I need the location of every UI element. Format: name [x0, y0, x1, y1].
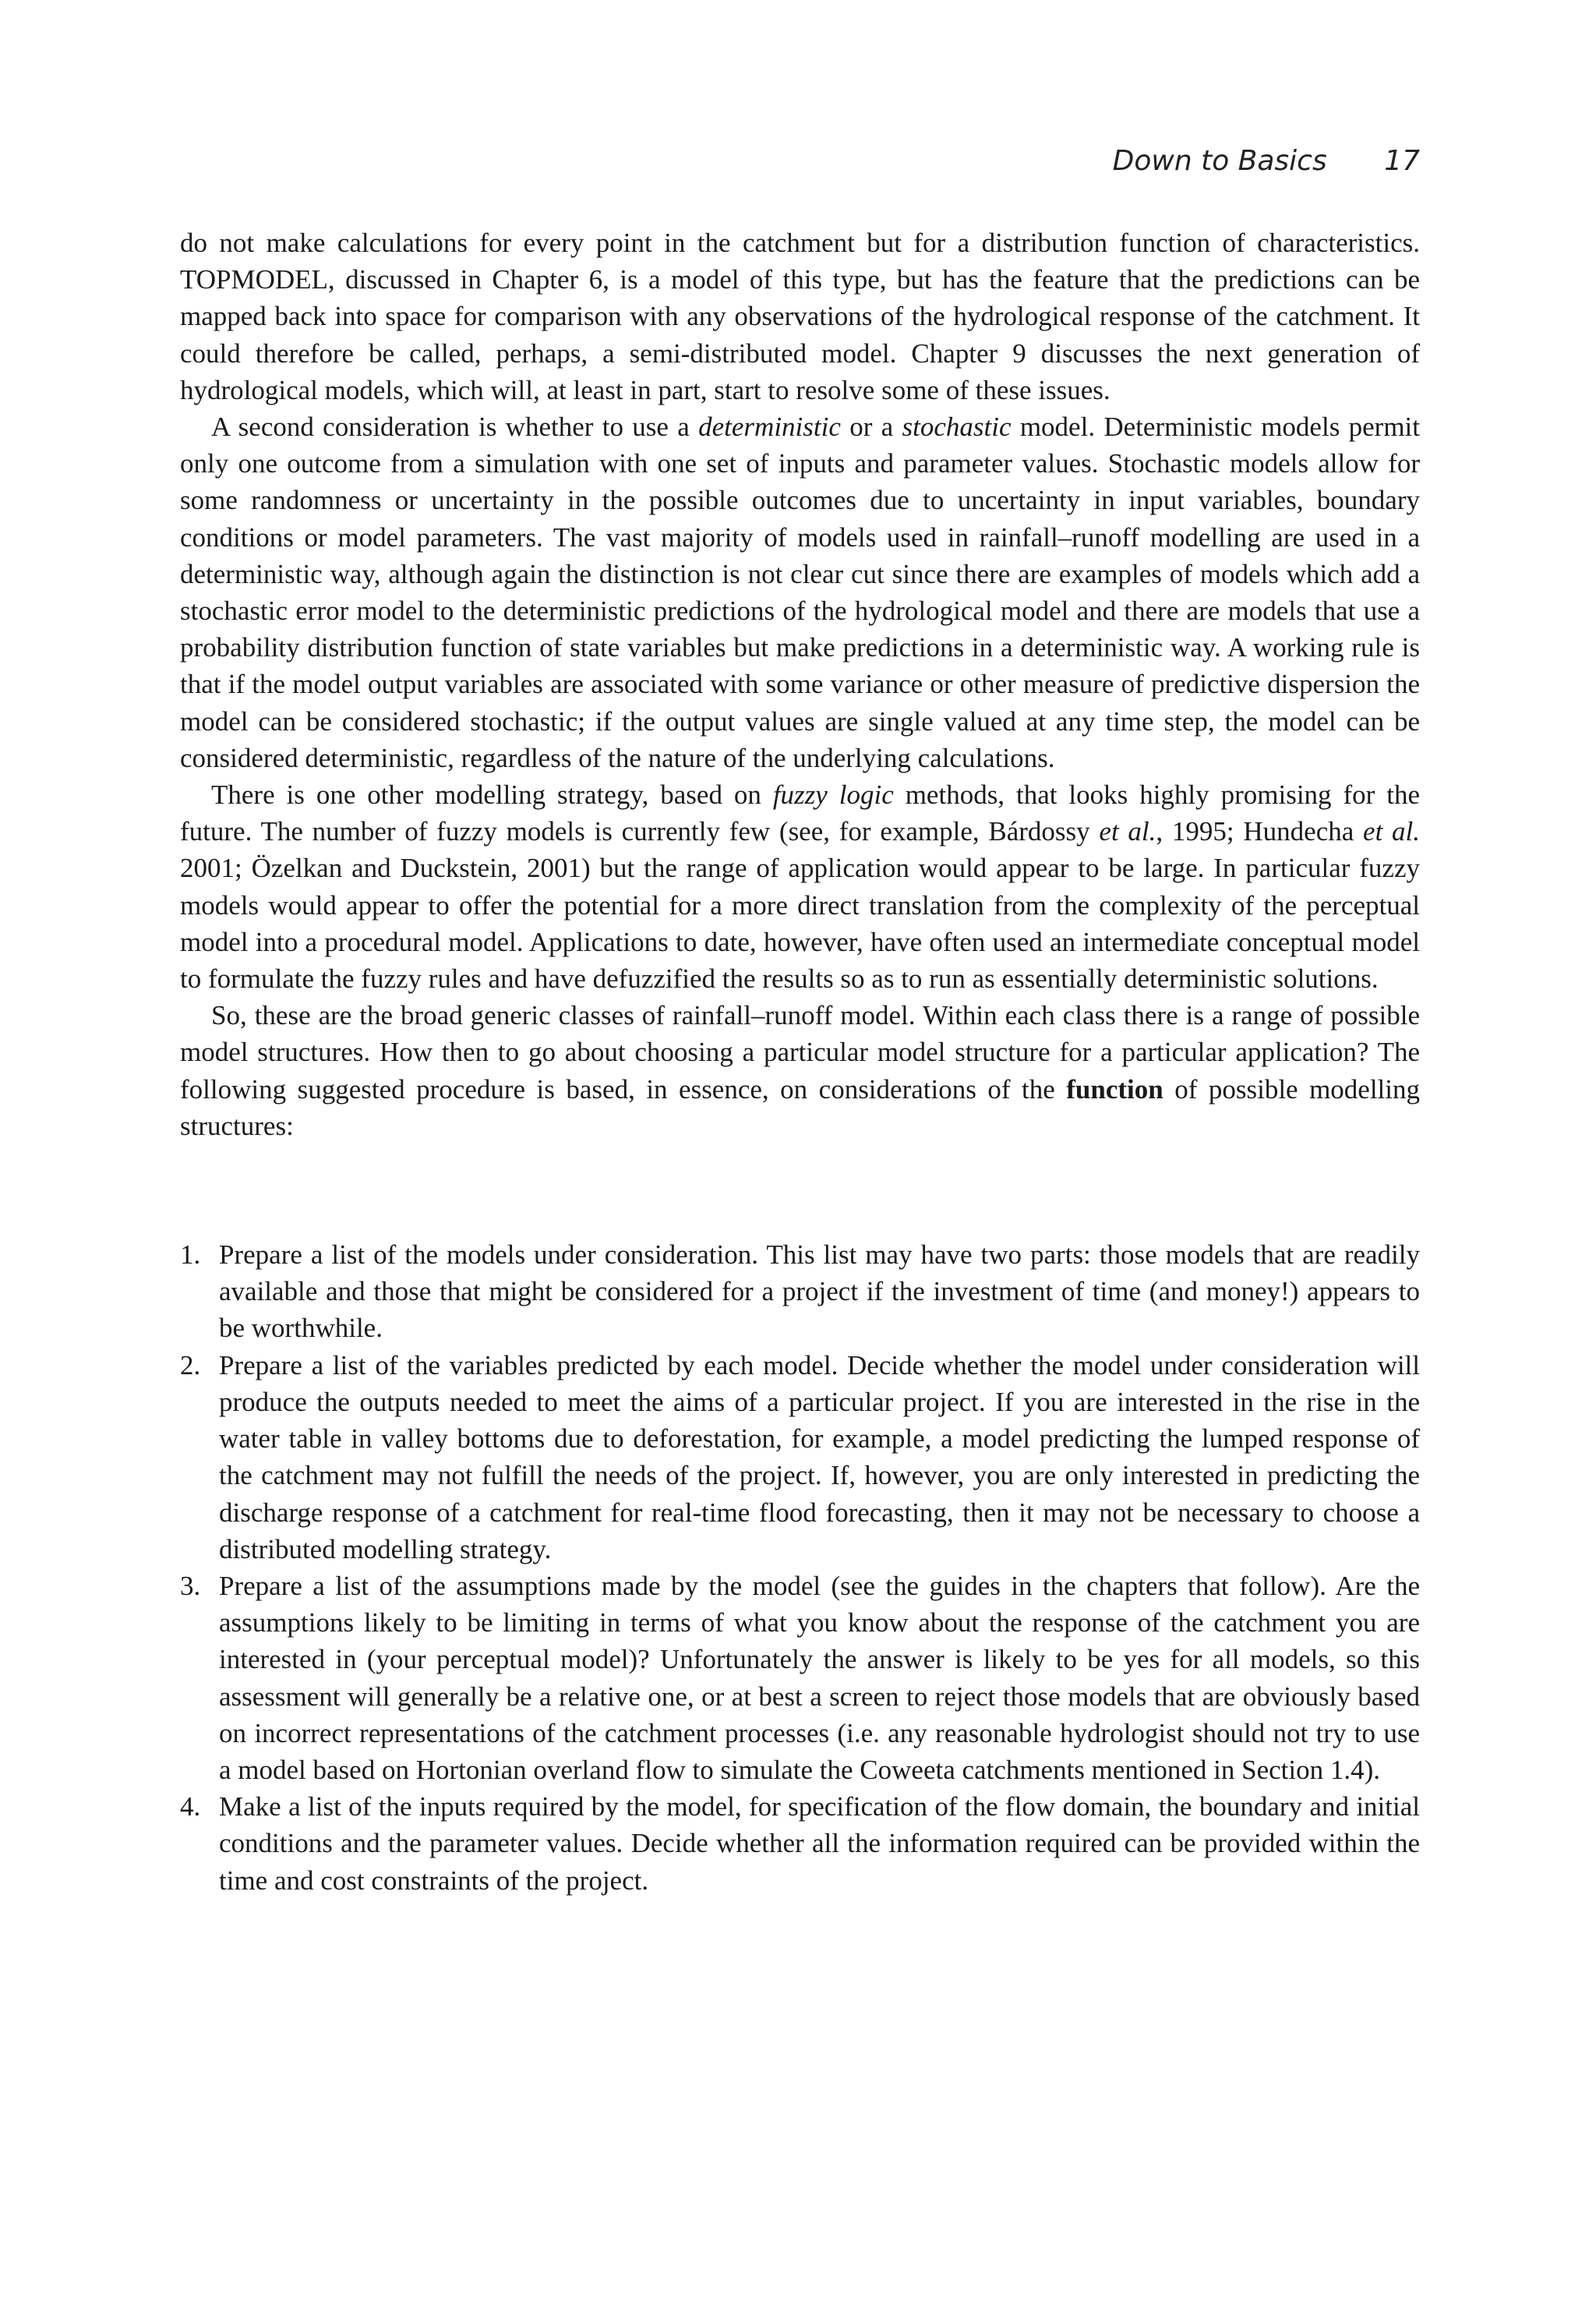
text-run: model. Deterministic models permit only one outcome from a simulation with one set of inputs and parameter values. Stochastic models allow for some randomness or uncertainty in the possible outcomes due to uncertainty in input variables, boundary conditions or model parameters. The vast majority of models used in rainfall–runoff modelling are used in a deterministic way, although again the distinction is not clear cut since there are examples of models which add a stochastic error model to the deterministic predictions of the hydrological model and there are models that use a probability distribution function of state variables but make predictions in a deterministic way. A working rule is that if the model output variables are associated with some variance or other measure of predictive dispersion the model can be considered stochastic; if the output values are single valued at any time step, the model can be considered deterministic, regardless of the nature of the underlying calculations. [180, 412, 1420, 773]
list-item [180, 1236, 1420, 1347]
text-run: methods, that looks highly promising for the future. The number of fuzzy models is currently few (see, for example, Bárdossy [180, 779, 1421, 847]
paragraph-fuzzy-logic [180, 776, 1420, 997]
italic-term-fuzzy-logic: fuzzy logic [772, 779, 894, 811]
running-title: Down to Basics [1112, 145, 1327, 177]
running-head [1113, 145, 1420, 177]
list-item [180, 1568, 1420, 1788]
text-run: of possible modelling structures: [180, 1073, 1421, 1141]
text-run: 2001; Özelkan and Duckstein, 2001) but the range of application would appear to be large. In particular fuzzy models would appear to offer the potential for a more direct translation from the complexity of the perceptual model into a procedural model. Applications to date, however, have often used an intermediate conceptual model to formulate the fuzzy rules and have defuzzified the results so as to run as essentially deterministic solutions. [180, 853, 1420, 995]
text-run: A second consideration is whether to use a [211, 412, 699, 443]
list-number: 1. [180, 1239, 201, 1271]
list-number: 2. [180, 1349, 201, 1380]
list-item-text: Prepare a list of the assumptions made by the model (see the guides in the chapters that follow). Are the assumptions likely to be limiting in terms of what you know about the response of the catchment you are interested in (your perceptual model)? Unfortunately the answer is likely to be yes for all models, so this assessment will generally be a relative one, or at best a screen to reject those models that are obviously based on incorrect representations of the catchment processes (i.e. any reasonable hydrologist should not try to use a model based on Hortonian overland flow to simulate the Coweeta catchments mentioned in Section 1.4). [219, 1570, 1420, 1785]
body-text [180, 224, 1420, 1899]
list-item-text: Prepare a list of the variables predicted by each model. Decide whether the model under consideration will produce the outputs needed to meet the aims of a particular project. If you are interested in the rise in the water table in valley bottoms due to deforestation, for example, a model predicting the lumped response of the catchment may not fulfill the needs of the project. If, however, you are only interested in predicting the discharge response of a catchment for real-time flood forecasting, then it may not be necessary to choose a distributed modelling strategy. [219, 1349, 1420, 1564]
bold-term-function: function [1066, 1073, 1163, 1105]
list-item [180, 1788, 1420, 1899]
italic-citation: et al. [1363, 816, 1421, 847]
paragraph-deterministic-stochastic [180, 408, 1420, 776]
page-number: 17 [1384, 145, 1420, 177]
italic-term-stochastic: stochastic [902, 412, 1012, 443]
list-item-text: Make a list of the inputs required by the model, for specification of the flow domain, the boundary and initial conditions and the parameter values. Decide whether all the information required can be provided within the time and cost constraints of the project. [219, 1791, 1420, 1896]
list-item [180, 1347, 1420, 1568]
paragraph-model-classes [180, 997, 1420, 1144]
list-item-text: Prepare a list of the models under consideration. This list may have two parts: those models that are readily available and those that might be considered for a project if the investment of time (and money!) appears to be worthwhile. [219, 1239, 1420, 1344]
text-run: So, these are the broad generic classes of rainfall–runoff model. Within each class there is a range of possible model structures. How then to go about choosing a particular model structure for a particular application? The following suggested procedure is based, in essence, on considerations of the [180, 1000, 1420, 1105]
list-number: 3. [180, 1570, 201, 1601]
paragraph-continuation: do not make calculations for every point in the catchment but for a distribution function of characteristics. TOPMODEL, discussed in Chapter 6, is a model of this type, but has the feature that the predictions can be mapped back into space for comparison with any observations of the hydrological response of the catchment. It could therefore be called, perhaps, a semi-distributed model. Chapter 9 discusses the next generation of hydrological models, which will, at least in part, start to resolve some of these issues. [180, 228, 1420, 405]
italic-citation: et al. [1099, 816, 1156, 847]
text-run: , 1995; Hundecha [1156, 816, 1364, 847]
text-run: There is one other modelling strategy, based on [211, 779, 773, 811]
text-run: or a [840, 412, 902, 443]
procedure-list [180, 1236, 1420, 1899]
list-number: 4. [180, 1791, 201, 1822]
italic-term-deterministic: deterministic [698, 412, 841, 443]
